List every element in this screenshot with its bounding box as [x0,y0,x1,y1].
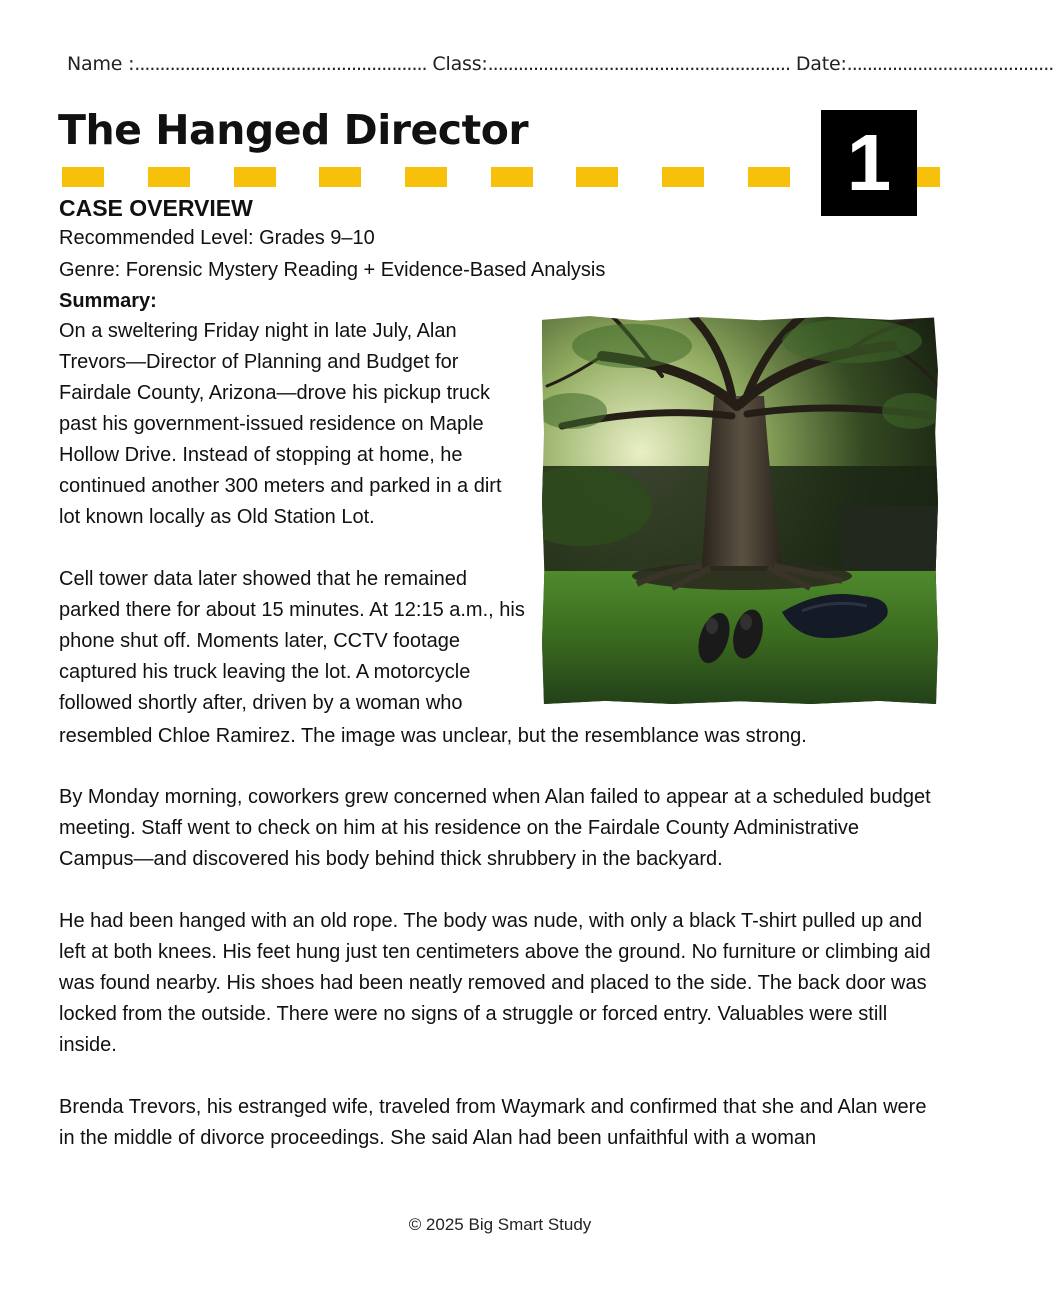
tree-with-shoes-and-folded-clothes-photo [542,316,938,704]
divider-dash [319,167,361,187]
summary-paragraph-2-end: resembled Chloe Ramirez. The image was unclear, but the resemblance was strong. [59,725,807,747]
summary-paragraph-4: He had been hanged with an old rope. The body was nude, with only a black T-shirt pulled up and left at both knees. His feet hung just ten centimeters above the ground. No furniture or climbing aid was found nearby. His shoes had been neatly removed and placed to the side. The back door was locked from the outside. There were no signs of a struggle or forced entry. Valuables were still inside. [59,910,931,1056]
date-label: Date: [790,53,847,75]
divider-dash [662,167,704,187]
copyright-footer: © 2025 Big Smart Study [408,1215,592,1234]
name-field[interactable]: .......................................................... [134,53,427,75]
recommended-level: Recommended Level: Grades 9–10 [59,227,375,249]
summary-paragraph-1: On a sweltering Friday night in late July, Alan Trevors—Director of Planning and Budget for Fairdale County, Arizona—drove his pickup truck past his government-issued residence on Maple Hollow Drive. Instead of stopping at home, he continued another 300 meters and parked in a dirt lot known locally as Old Station Lot. [59,320,502,528]
divider-dash [234,167,276,187]
date-field[interactable]: ......................................... [846,53,1053,75]
divider-dash [748,167,790,187]
genre: Genre: Forensic Mystery Reading + Evidence-Based Analysis [59,259,606,281]
student-info-line [67,53,1053,75]
divider-dash [491,167,533,187]
divider-dash [62,167,104,187]
summary-paragraph-2: Cell tower data later showed that he remained parked there for about 15 minutes. At 12:15 a.m., his phone shut off. Moments later, CCTV footage captured his truck leaving the lot. A motorcycle followed shortly after, driven by a woman who [59,568,525,714]
divider-dash [148,167,190,187]
summary-label: Summary: [59,290,157,312]
case-number: 1 [846,118,892,207]
divider-dash [405,167,447,187]
class-label: Class: [426,53,488,75]
case-number-badge [821,110,917,216]
summary-paragraph-5: Brenda Trevors, his estranged wife, traveled from Waymark and confirmed that she and Alan were in the middle of divorce proceedings. She said Alan had been unfaithful with a woman [59,1096,927,1149]
class-field[interactable]: ............................................................ [487,53,790,75]
case-overview-heading: CASE OVERVIEW [59,195,253,221]
yellow-dash-divider [62,167,940,187]
divider-dash [576,167,618,187]
name-label: Name : [67,53,135,75]
page-title: The Hanged Director [58,106,529,154]
summary-paragraph-3: By Monday morning, coworkers grew concerned when Alan failed to appear at a scheduled budget meeting. Staff went to check on him at his residence on the Fairdale County Administrative Campus—and discovered his body behind thick shrubbery in the backyard. [59,786,931,870]
